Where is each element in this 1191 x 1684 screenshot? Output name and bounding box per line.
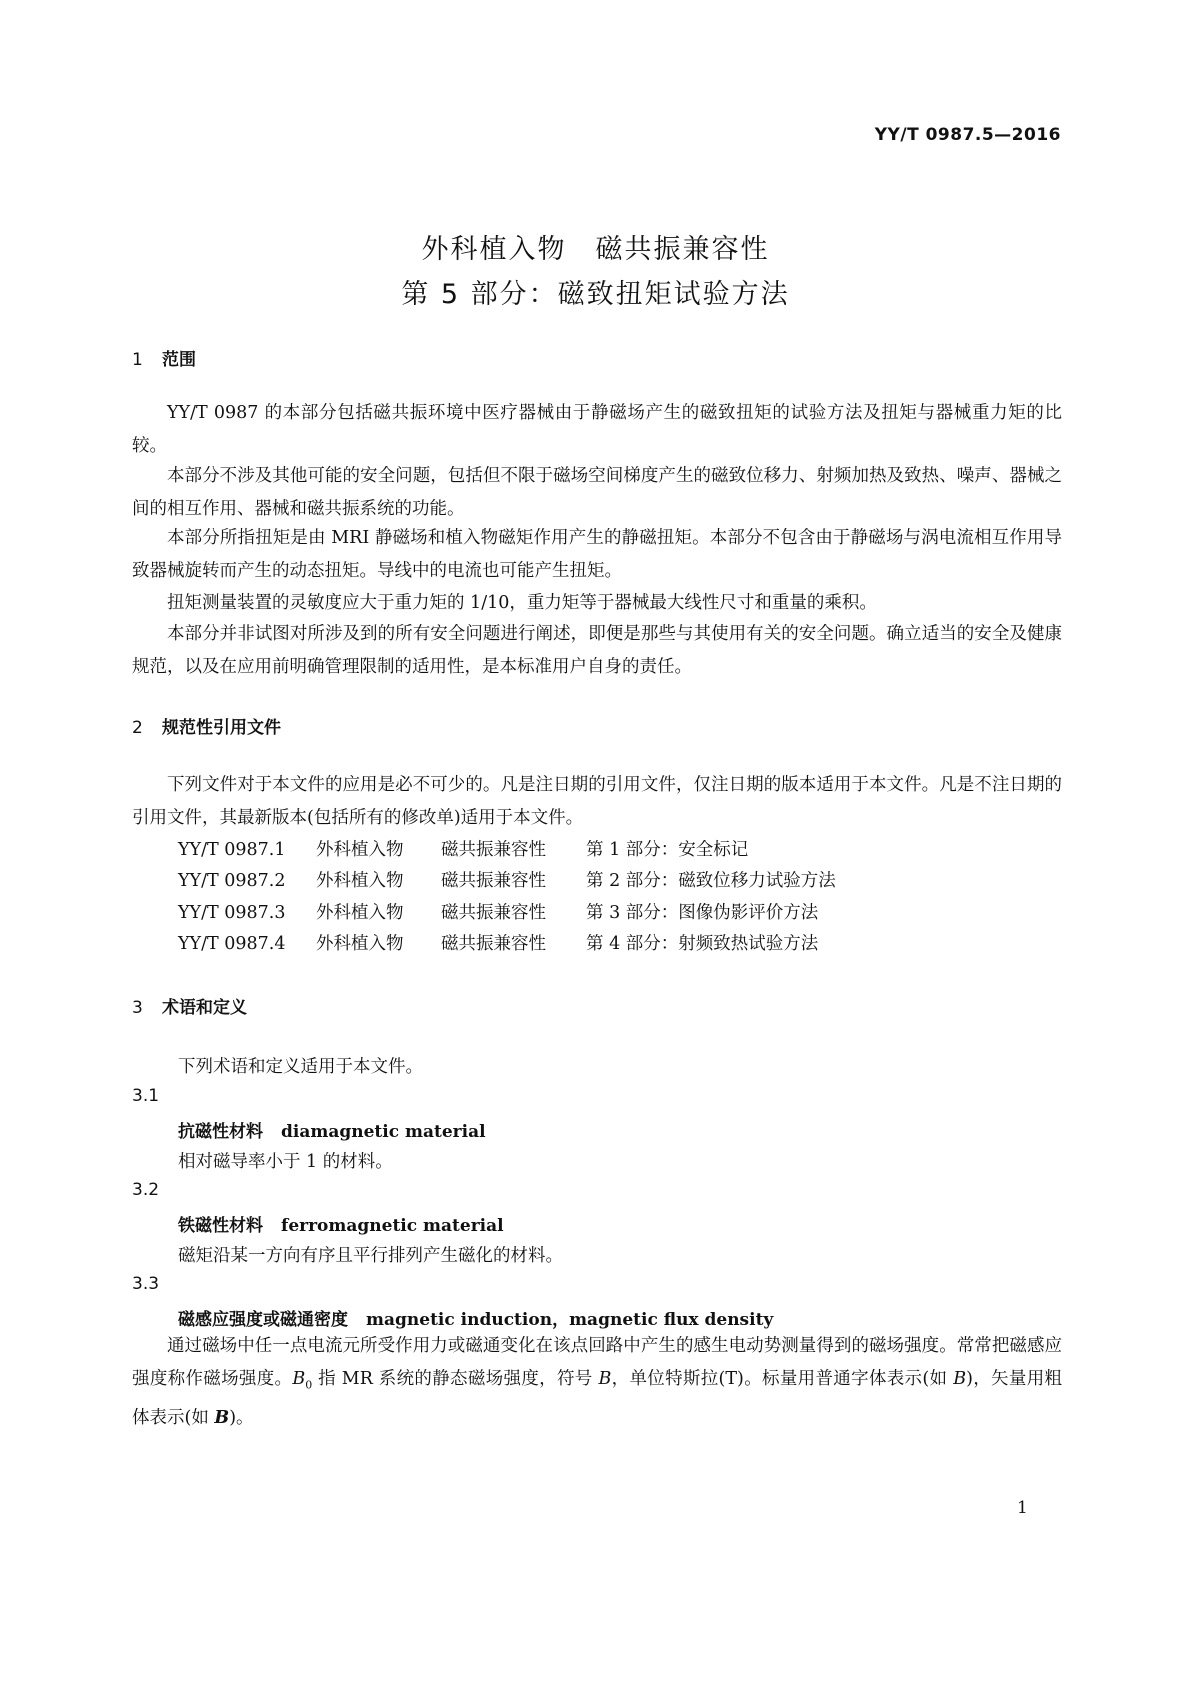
term-number: 3.2 (132, 1180, 160, 1200)
reference-item (178, 930, 818, 955)
section-number: 3 (132, 998, 143, 1018)
reference-item (178, 899, 818, 924)
section-heading-terms (132, 993, 247, 1018)
page-number: 1 (1017, 1498, 1028, 1518)
reference-code: YY/T 0987.3 (178, 903, 286, 923)
term-number: 3.1 (132, 1086, 160, 1106)
reference-part: 磁共振兼容性 (441, 840, 546, 860)
reference-code: YY/T 0987.1 (178, 840, 286, 860)
paragraph: 本部分并非试图对所涉及到的所有安全问题进行阐述，即便是那些与其使用有关的安全问题。确立适当的安全及健康规范，以及在应用前明确管理限制的适用性，是本标准用户自身的责任。 (132, 624, 1062, 677)
section-heading-normative-references (132, 713, 281, 738)
symbol-subscript: 0 (305, 1378, 313, 1392)
reference-part: 第 3 部分：图像伪影评价方法 (586, 903, 819, 923)
reference-code: YY/T 0987.4 (178, 934, 286, 954)
section-title: 规范性引用文件 (162, 718, 281, 738)
reference-part: 外科植入物 (316, 903, 404, 923)
reference-part: 磁共振兼容性 (441, 903, 546, 923)
reference-item (178, 867, 836, 892)
section-number: 2 (132, 718, 143, 738)
document-title-line1: 外科植入物 磁共振兼容性 (421, 234, 770, 265)
document-title-line2: 第 5 部分：磁致扭矩试验方法 (401, 279, 790, 310)
symbol-b: B (953, 1369, 967, 1389)
term-definition (132, 1330, 1062, 1435)
term-zh: 抗磁性材料 (178, 1122, 263, 1142)
term-definition: 磁矩沿某一方向有序且平行排列产生磁化的材料。 (178, 1246, 563, 1266)
reference-part: 外科植入物 (316, 934, 404, 954)
term-en: ferromagnetic material (281, 1216, 504, 1236)
paragraph: 扭矩测量装置的灵敏度应大于重力矩的 1/10，重力矩等于器械最大线性尺寸和重量的乘积。 (167, 593, 877, 613)
term-number: 3.3 (132, 1274, 160, 1294)
reference-part: 磁共振兼容性 (441, 934, 546, 954)
term-zh: 磁感应强度或磁通密度 (178, 1310, 348, 1330)
section-number: 1 (132, 350, 143, 370)
section-title: 范围 (162, 350, 196, 370)
reference-item (178, 836, 748, 861)
definition-text: 指 MR 系统的静态磁场强度，符号 (312, 1369, 599, 1389)
paragraph: 本部分所指扭矩是由 MRI 静磁场和植入物磁矩作用产生的静磁扭矩。本部分不包含由于静磁场与涡电流相互作用导致器械旋转而产生的动态扭矩。导线中的电流也可能产生扭矩。 (132, 528, 1062, 581)
reference-part: 第 2 部分：磁致位移力试验方法 (586, 871, 836, 891)
symbol-b-vector: B (214, 1407, 230, 1428)
term-title (178, 1211, 504, 1236)
reference-code: YY/T 0987.2 (178, 871, 286, 891)
definition-text: )，矢量用粗体表示(如 (132, 1369, 1063, 1428)
term-en: diamagnetic material (281, 1122, 486, 1142)
reference-part: 磁共振兼容性 (441, 871, 546, 891)
symbol-b: B (598, 1369, 612, 1389)
term-title (178, 1117, 486, 1142)
reference-part: 第 1 部分：安全标记 (586, 840, 749, 860)
reference-part: 外科植入物 (316, 840, 404, 860)
symbol-b: B (292, 1369, 306, 1389)
definition-text: ，单位特斯拉(T)。标量用普通字体表示(如 (611, 1369, 954, 1389)
term-title (178, 1305, 773, 1330)
term-en: magnetic induction，magnetic flux density (366, 1310, 774, 1330)
term-zh: 铁磁性材料 (178, 1216, 263, 1236)
paragraph: 本部分不涉及其他可能的安全问题，包括但不限于磁场空间梯度产生的磁致位移力、射频加热及致热、噪声、器械之间的相互作用、器械和磁共振系统的功能。 (132, 466, 1062, 519)
section-title: 术语和定义 (162, 998, 247, 1018)
section-heading-scope (132, 345, 196, 370)
reference-part: 第 4 部分：射频致热试验方法 (586, 934, 819, 954)
term-definition: 相对磁导率小于 1 的材料。 (178, 1152, 393, 1172)
reference-part: 外科植入物 (316, 871, 404, 891)
standard-code: YY/T 0987.5—2016 (874, 125, 1061, 145)
definition-text: 通过磁场中任一点电流元所受作用力或磁通变化在该点回路中产生的感生电动势测量得到的磁场强度。常常把磁感应强度称作磁场强度。 (132, 1336, 1062, 1389)
definition-text: )。 (229, 1407, 254, 1428)
terms-intro: 下列术语和定义适用于本文件。 (178, 1057, 423, 1077)
paragraph: 下列文件对于本文件的应用是必不可少的。凡是注日期的引用文件，仅注日期的版本适用于本文件。凡是不注日期的引用文件，其最新版本(包括所有的修改单)适用于本文件。 (132, 775, 1062, 828)
paragraph: YY/T 0987 的本部分包括磁共振环境中医疗器械由于静磁场产生的磁致扭矩的试验方法及扭矩与器械重力矩的比较。 (132, 403, 1062, 456)
